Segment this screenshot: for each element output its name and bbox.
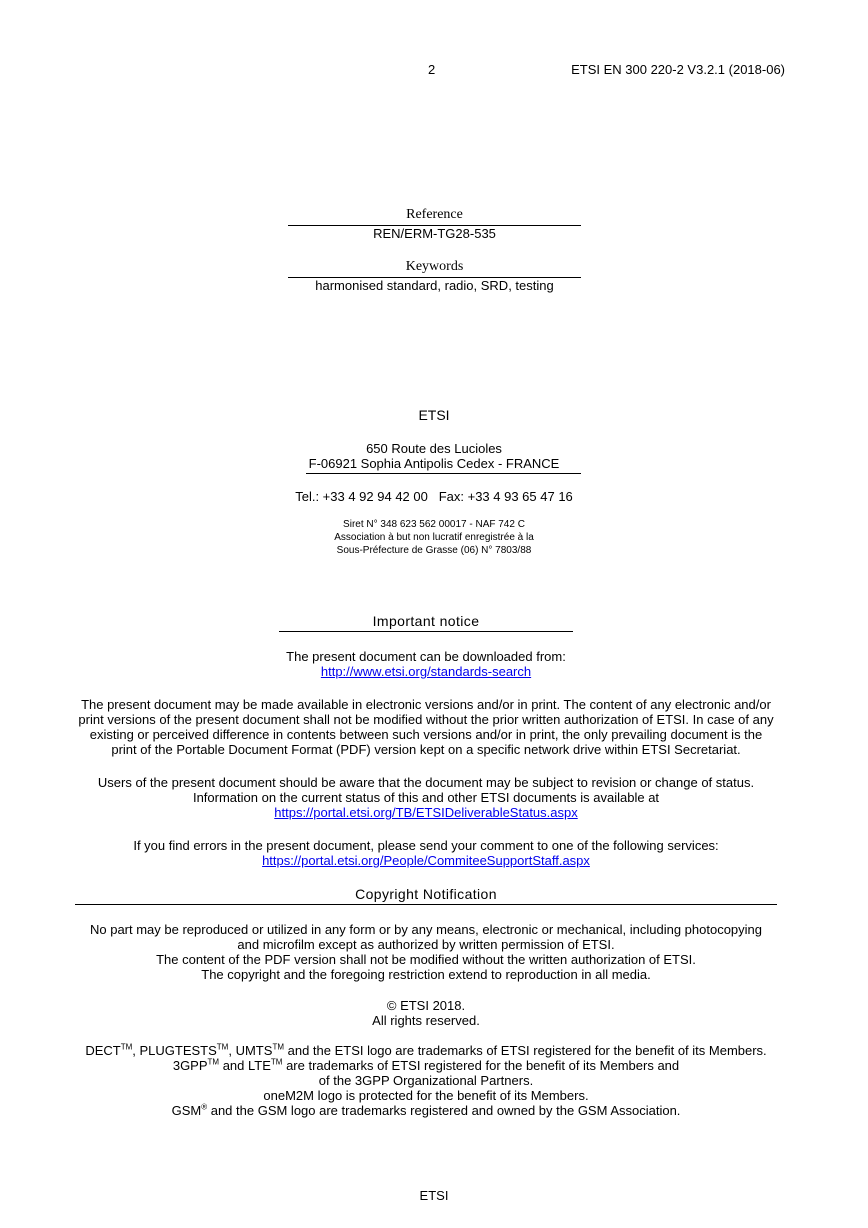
download-link[interactable]: http://www.etsi.org/standards-search	[320, 664, 532, 679]
copyright-rule	[75, 904, 777, 905]
keywords-value: harmonised standard, radio, SRD, testing	[315, 278, 554, 293]
availability-line: print of the Portable Document Format (PDF) version kept on a specific network drive within ETSI Secretariat.	[111, 742, 741, 757]
copyright-line: and microfilm except as authorized by written permission of ETSI.	[237, 937, 615, 952]
availability-line: The present document may be made available in electronic versions and/or in print. The content of any electronic and/or	[81, 697, 771, 712]
important-notice-rule	[279, 631, 573, 632]
registration-line: Siret N° 348 623 562 00017 - NAF 742 C	[343, 519, 525, 530]
availability-paragraph	[0, 697, 852, 757]
trademark-line-4: oneM2M logo is protected for the benefit of its Members.	[263, 1088, 589, 1103]
copyright-heading: Copyright Notification	[355, 886, 497, 902]
copyright-year: © ETSI 2018.	[386, 998, 466, 1013]
page-number: 2	[428, 62, 436, 77]
status-line: Users of the present document should be aware that the document may be subject to revision or change of status.	[97, 775, 755, 790]
trademark-line-1: DECT™, PLUGTESTS™, UMTS™ and the ETSI logo are trademarks of ETSI registered for the benefit of its Members.	[85, 1042, 767, 1058]
copyright-line: The content of the PDF version shall not be modified without the written authorization of ETSI.	[156, 952, 696, 967]
keywords-label: Keywords	[405, 259, 464, 274]
fax: Fax: +33 4 93 65 47 16	[438, 489, 573, 504]
address-rule	[306, 473, 581, 474]
trademark-line-5: GSM® and the GSM logo are trademarks registered and owned by the GSM Association.	[171, 1102, 681, 1118]
reference-label: Reference	[406, 207, 463, 222]
download-text: The present document can be downloaded from:	[286, 649, 566, 664]
footer-etsi: ETSI	[419, 1188, 449, 1203]
registration-line: Sous-Préfecture de Grasse (06) N° 7803/88	[336, 545, 532, 556]
copyright-paragraph	[0, 922, 852, 982]
trademark-line-3: of the 3GPP Organizational Partners.	[318, 1073, 534, 1088]
status-paragraph	[0, 775, 852, 820]
reference-value: REN/ERM-TG28-535	[373, 226, 496, 241]
address-line-1: 650 Route des Lucioles	[366, 441, 502, 456]
important-notice-heading: Important notice	[372, 613, 480, 629]
download-link-row	[0, 664, 852, 679]
status-link[interactable]: https://portal.etsi.org/TB/ETSIDeliverableStatus.aspx	[274, 805, 578, 820]
copyright-line: No part may be reproduced or utilized in any form or by any means, electronic or mechanical, including photocopying	[89, 922, 763, 937]
errors-link[interactable]: https://portal.etsi.org/People/CommiteeSupportStaff.aspx	[262, 853, 590, 868]
availability-line: print versions of the present document shall not be modified without the prior written authorization of ETSI. In case of any	[78, 712, 774, 727]
all-rights-reserved: All rights reserved.	[372, 1013, 480, 1028]
errors-paragraph	[0, 838, 852, 868]
document-id: ETSI EN 300 220-2 V3.2.1 (2018-06)	[571, 62, 785, 77]
copyright-line: The copyright and the foregoing restriction extend to reproduction in all media.	[201, 967, 651, 982]
trademarks-paragraph	[0, 1043, 852, 1118]
telephone: Tel.: +33 4 92 94 42 00	[295, 489, 428, 504]
registration-line: Association à but non lucratif enregistrée à la	[334, 532, 534, 543]
organization-name: ETSI	[418, 407, 450, 423]
contact-phone-fax	[0, 489, 868, 504]
registration-info	[0, 518, 868, 557]
trademark-line-2: 3GPP™ and LTE™ are trademarks of ETSI registered for the benefit of its Members and	[172, 1057, 680, 1073]
status-line: Information on the current status of this and other ETSI documents is available at	[192, 790, 660, 805]
errors-line: If you find errors in the present document, please send your comment to one of the following services:	[133, 838, 719, 853]
copyright-notice	[0, 998, 852, 1028]
address-line-2: F-06921 Sophia Antipolis Cedex - FRANCE	[308, 456, 560, 471]
availability-line: existing or perceived difference in contents between such versions and/or in print, the only prevailing document is the	[89, 727, 763, 742]
